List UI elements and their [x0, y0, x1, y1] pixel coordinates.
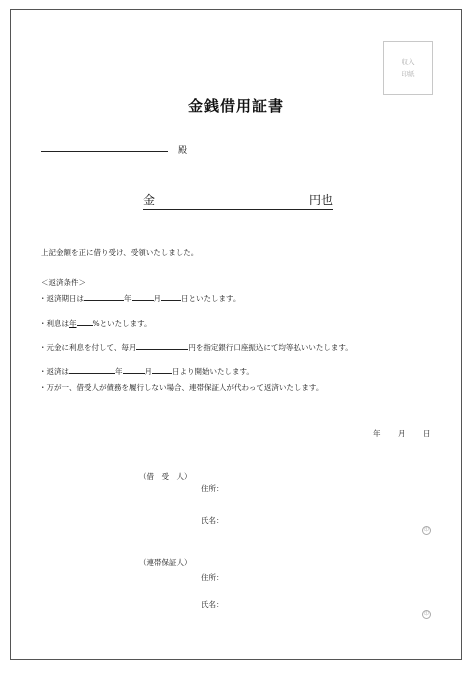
- borrower-address-label: 住所：: [201, 484, 224, 493]
- receipt-statement: 上記金額を正に借り受け、受領いたしました。: [41, 248, 199, 257]
- guarantor-heading: （連帯保証人）: [139, 558, 192, 567]
- document-page: [10, 9, 462, 660]
- date-year-label: 年: [373, 429, 381, 438]
- condition-monthly-payment: ・元金に利息を付して、毎月 円を指定銀行口座振込にて均等払いいたします。: [39, 343, 353, 352]
- date-month-label: 月: [398, 429, 406, 438]
- amount-suffix: 円也: [308, 193, 333, 207]
- revenue-stamp-box: [383, 41, 433, 95]
- amount-field: [143, 191, 333, 210]
- stamp-label-line1: 収入: [401, 58, 415, 66]
- stamp-label-line2: 印紙: [401, 70, 415, 78]
- borrower-heading: （借 受 人）: [139, 472, 192, 481]
- day-blank: [161, 292, 181, 301]
- condition-repayment-date: ・返済期日は 年 月 日といたします。: [39, 294, 241, 303]
- addressee-suffix: 殿: [178, 146, 188, 156]
- condition-start-date: ・返済は 年 月 日より開始いたします。: [39, 367, 254, 376]
- guarantor-name-label: 氏名：: [201, 600, 224, 609]
- amount-prefix: 金: [143, 193, 156, 207]
- rate-blank: [77, 317, 93, 326]
- conditions-heading: ＜返済条件＞: [41, 278, 86, 287]
- addressee-blank: [41, 150, 168, 152]
- guarantor-seal-mark: [422, 600, 431, 619]
- seal-icon: 印: [422, 526, 431, 535]
- monthly-amount-blank: [136, 341, 188, 350]
- borrower-seal-mark: [422, 516, 431, 535]
- borrower-name-label: 氏名：: [201, 516, 224, 525]
- guarantor-address-label: 住所：: [201, 573, 224, 582]
- start-day-blank: [152, 365, 172, 374]
- condition-interest: ・利息は年 %といたします。: [39, 319, 152, 328]
- condition-guarantor: ・万が一、借受人が債務を履行しない場合、連帯保証人が代わって返済いたします。: [39, 383, 324, 392]
- start-month-blank: [123, 365, 145, 374]
- date-day-label: 日: [423, 429, 431, 438]
- seal-icon: 印: [422, 610, 431, 619]
- year-blank: [84, 292, 124, 301]
- month-blank: [132, 292, 154, 301]
- start-year-blank: [69, 365, 115, 374]
- document-title: 金銭借用証書: [187, 97, 284, 115]
